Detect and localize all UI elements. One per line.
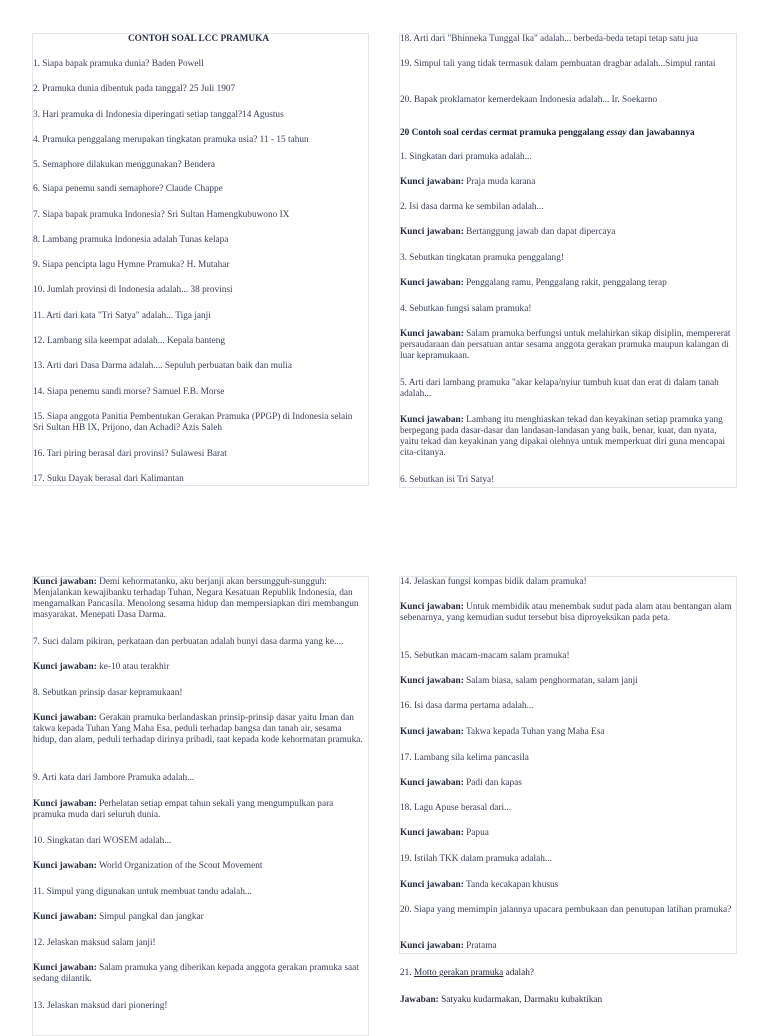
answer: Kunci jawaban: Salam pramuka berfungsi untuk melahirkan sikap disiplin, mempererat persaudaraan dan persatuan antar sesama anggota gerakan pramuka maupun kalangan di luar kepramukaan. (400, 329, 731, 361)
answer: Kunci jawaban: Gerakan pramuka berlandaskan prinsip-prinsip dasar yaitu Iman dan takwa kepada Tuhan Yang Maha Esa, peduli terhadap bangsa dan tanah air, sesama hidup, dan alam, peduli terhadap dirinya pribadi, taat kepada kode kehormatan pramuka. (33, 713, 363, 745)
document-page-4 (399, 576, 737, 954)
list-item: 13. Arti dari Dasa Darma adalah.... Sepuluh perbuatan baik dan mulia (33, 361, 292, 371)
question: 13. Jelaskan maksud dari pionering! (33, 1001, 168, 1011)
question: 18. Lagu Apuse berasal dari... (400, 803, 512, 813)
answer-label: Kunci jawaban: (33, 861, 97, 871)
motto-link[interactable]: Motto gerakan pramuka (413, 968, 504, 978)
answer-21: Jawaban: Satyaku kudarmakan, Darmaku kubaktikan (400, 995, 603, 1005)
answer: Kunci jawaban: Simpul pangkal dan jangkar (33, 912, 204, 922)
answer-label: Kunci jawaban: (400, 941, 464, 951)
list-item: 8. Lambang pramuka Indonesia adalah Tunas kelapa (33, 235, 229, 245)
answer: Kunci jawaban: Praja muda karana (400, 177, 536, 187)
answer-label: Kunci jawaban: (33, 912, 97, 922)
question: 12. Jelaskan maksud salam janji! (33, 938, 156, 948)
question: 7. Suci dalam pikiran, perkataan dan perbuatan adalah bunyi dasa darma yang ke.... (33, 637, 344, 647)
answer-label: Kunci jawaban: (400, 880, 464, 890)
answer: Kunci jawaban: World Organization of the Scout Movement (33, 861, 263, 871)
list-item: 1. Siapa bapak pramuka dunia? Baden Powell (33, 59, 204, 69)
answer: Kunci jawaban: Takwa kepada Tuhan yang Maha Esa (400, 727, 605, 737)
answer-label: Kunci jawaban: (400, 329, 464, 339)
list-item: 15. Siapa anggota Panitia Pembentukan Gerakan Pramuka (PPGP) di Indonesia selain Sri Sultan HB IX, Prijono, dan Achadi? Azis Saleh (33, 412, 353, 433)
answer-label: Kunci jawaban: (400, 415, 464, 425)
document-page-1 (32, 33, 369, 486)
answer: Kunci jawaban: Pratama (400, 941, 497, 951)
question: 20. Siapa yang memimpin jalannya upacara pembukaan dan penutupan latihan pramuka? (400, 905, 732, 915)
question: 6. Sebutkan isi Tri Satya! (400, 475, 495, 485)
answer: Kunci jawaban: Perhelatan setiap empat tahun sekali yang mengumpulkan para pramuka muda dari seluruh dunia. (33, 799, 334, 820)
answer: Kunci jawaban: Demi kehormatanku, aku berjanji akan bersungguh-sungguh: Menjalankan kewajibanku terhadap Tuhan, Negara Kesatuan Republik Indonesia, dan mengamalkan Pancasila. Menolong sesama hidup dan mempersiapkan diri membangun masyarakat. Menepati Dasa Darma. (33, 577, 359, 620)
question: 14. Jelaskan fungsi kompas bidik dalam pramuka! (400, 577, 587, 587)
question: 17. Lambang sila kelima pancasila (400, 753, 529, 763)
list-item: 9. Siapa pencipta lagu Hymne Pramuka? H. Mutahar (33, 260, 230, 270)
question: 8. Sebutkan prinsip dasar kepramukaan! (33, 688, 183, 698)
answer-label: Kunci jawaban: (400, 778, 464, 788)
answer: Kunci jawaban: Penggalang ramu, Penggalang rakit, penggalang terap (400, 278, 667, 288)
question: 9. Arti kata dari Jambore Pramuka adalah... (33, 773, 195, 783)
answer: Kunci jawaban: Salam biasa, salam penghormatan, salam janji (400, 676, 638, 686)
answer: Kunci jawaban: Untuk membidik atau menembak sudut pada alam atau bentangan alam sebenarnya, yang kemudian sudut tersebut bisa diproyeksikan pada peta. (400, 602, 732, 623)
question: 1. Singkatan dari pramuka adalah... (400, 152, 532, 162)
answer-label: Kunci jawaban: (33, 713, 97, 723)
answer-label: Kunci jawaban: (33, 662, 97, 672)
list-item: 19. Simpul tali yang tidak termasuk dalam pembuatan dragbar adalah...Simpul rantai (400, 59, 716, 69)
answer-label: Kunci jawaban: (400, 278, 464, 288)
answer-label: Kunci jawaban: (400, 227, 464, 237)
answer: Kunci jawaban: Salam pramuka yang diberikan kepada anggota gerakan pramuka saat sedang dilantik. (33, 963, 359, 984)
list-item: 18. Arti dari "Bhinneka Tunggal Ika" adalah... berbeda-beda tetapi tetap satu jua (400, 34, 699, 44)
question-21: 21. Motto gerakan pramuka adalah? (400, 968, 534, 978)
question: 19. Istilah TKK dalam pramuka adalah... (400, 854, 552, 864)
list-item: 17. Suku Dayak berasal dari Kalimantan (33, 474, 184, 484)
answer: Kunci jawaban: Papua (400, 828, 489, 838)
section-heading: 20 Contoh soal cerdas cermat pramuka penggalang essay dan jawabannya (400, 128, 695, 138)
answer-label: Kunci jawaban: (400, 676, 464, 686)
answer-label: Jawaban: (400, 995, 439, 1005)
list-item: 2. Pramuka dunia dibentuk pada tanggal? 25 Juli 1907 (33, 84, 236, 94)
list-item: 4. Pramuka penggalang merupakan tingkatan pramuka usia? 11 - 15 tahun (33, 135, 309, 145)
answer-label: Kunci jawaban: (400, 177, 464, 187)
list-item: 20. Bapak proklamator kemerdekaan Indonesia adalah... Ir. Soekarno (400, 95, 658, 105)
answer: Kunci jawaban: Lambang itu menghiaskan tekad dan keyakinan setiap pramuka yang berpegang pada dasar-dasar dan landasan-landasan yang baik, benar, kuat, dan nyata, yaitu tekad dan keyakinan yang dipakai olehnya untuk memperkuat diri guna mencapai cita-citanya. (400, 415, 726, 458)
page-title: CONTOH SOAL LCC PRAMUKA (127, 34, 270, 44)
answer: Kunci jawaban: Padi dan kapas (400, 778, 522, 788)
list-item: 7. Siapa bapak pramuka Indonesia? Sri Sultan Hamengkubuwono IX (33, 210, 290, 220)
document-page-3 (32, 576, 369, 1036)
answer-label: Kunci jawaban: (33, 577, 97, 587)
answer: Kunci jawaban: Bertanggung jawab dan dapat dipercaya (400, 227, 616, 237)
list-item: 6. Siapa penemu sandi semaphore? Claude Chappe (33, 184, 223, 194)
answer: Kunci jawaban: Tanda kecakapan khusus (400, 880, 559, 890)
question: 16. Isi dasa darma pertama adalah... (400, 701, 534, 711)
list-item: 12. Lambang sila keempat adalah... Kepala banteng (33, 336, 226, 346)
question: 5. Arti dari lambang pramuka "akar kelapa/nyiur tumbuh kuat dan erat di dalam tanah adalah... (400, 378, 719, 399)
list-item: 14. Siapa penemu sandi morse? Samuel F.B. Morse (33, 387, 225, 397)
list-item: 10. Jumlah provinsi di Indonesia adalah... 38 provinsi (33, 285, 233, 295)
question: 15. Sebutkan macam-macam salam pramuka! (400, 651, 570, 661)
answer-label: Kunci jawaban: (400, 828, 464, 838)
answer-label: Kunci jawaban: (33, 963, 97, 973)
list-item: 5. Semaphore dilakukan menggunakan? Bendera (33, 160, 216, 170)
answer-label: Kunci jawaban: (400, 727, 464, 737)
question: 3. Sebutkan tingkatan pramuka penggalang! (400, 253, 564, 263)
question: 2. Isi dasa darma ke sembilan adalah... (400, 202, 544, 212)
list-item: 3. Hari pramuka di Indonesia diperingati setiap tanggal?14 Agustus (33, 110, 284, 120)
answer-label: Kunci jawaban: (400, 602, 464, 612)
document-page-2 (399, 33, 737, 488)
question: 11. Simpul yang digunakan untuk membuat tandu adalah... (33, 887, 252, 897)
answer: Kunci jawaban: ke-10 atau terakhir (33, 662, 170, 672)
answer-label: Kunci jawaban: (33, 799, 97, 809)
list-item: 11. Arti dari kata "Tri Satya" adalah... Tiga janji (33, 311, 211, 321)
question: 10. Singkatan dari WOSEM adalah... (33, 836, 172, 846)
list-item: 16. Tari piring berasal dari provinsi? Sulawesi Barat (33, 449, 227, 459)
question: 4. Sebutkan fungsi salam pramuka! (400, 304, 532, 314)
